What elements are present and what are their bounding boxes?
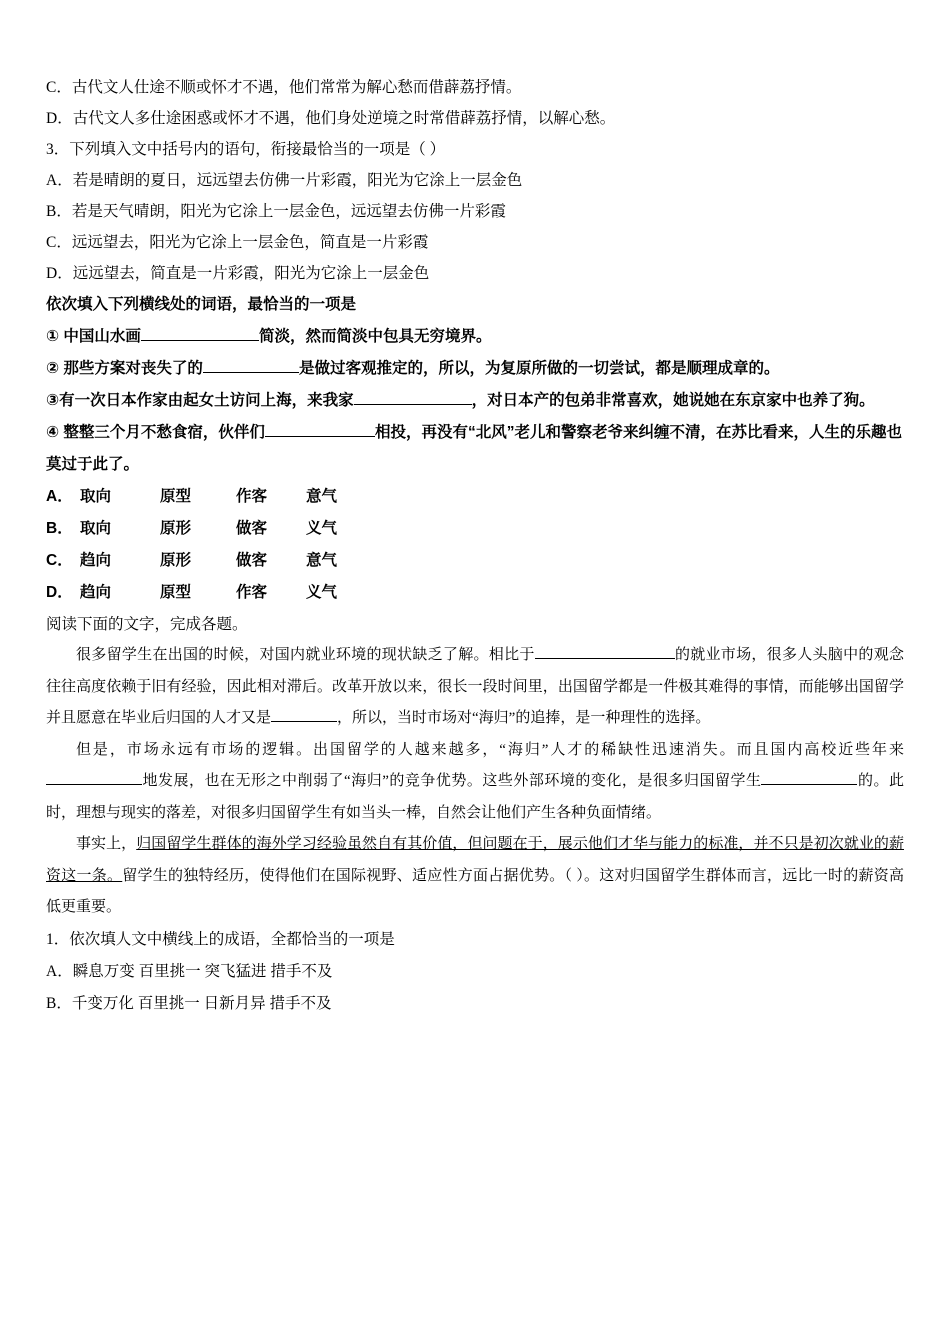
reading-p1-blank-1	[535, 658, 675, 659]
fill-choice-a-col1: 取向	[80, 488, 112, 505]
question1-option-a: A．瞬息万变 百里挑一 突飞猛进 措手不及	[46, 962, 333, 980]
fill-choice-c-col4: 意气	[306, 552, 338, 569]
fill-item-4-blank	[265, 436, 375, 437]
question1-stem: 1．依次填人文中横线上的成语，全都恰当的一项是	[46, 930, 395, 948]
fill-choice-a-label: A．	[46, 488, 73, 505]
question2-option-c: C．古代文人仕途不顺或怀才不遇，他们常常为解心愁而借薜荔抒情。	[46, 79, 522, 96]
reading-p3-part-a: 事实上，	[76, 836, 137, 852]
fill-choice-a-col2: 原型	[160, 488, 192, 505]
fill-section-title: 依次填入下列横线处的词语，最恰当的一项是	[46, 296, 357, 313]
reading-paragraph-1	[46, 640, 904, 735]
fill-item-3	[46, 385, 904, 417]
fill-item-2	[46, 353, 904, 385]
fill-choice-a-col3: 作客	[236, 488, 268, 505]
fill-item-4-suffix: 相投，再没有“北风”老儿和警察老爷来纠缠不清，在苏比看来，人生的乐趣也莫过于此了。	[46, 424, 902, 473]
question3-option-c: C．远远望去，阳光为它涂上一层金色，简直是一片彩霞	[46, 234, 429, 251]
fill-choice-d-col1: 趋向	[80, 584, 112, 601]
fill-choice-c-col1: 趋向	[80, 552, 112, 569]
fill-choice-d-col4: 义气	[306, 584, 338, 601]
reading-p2-part-b: 地发展，也在无形之中削弱了“海归”的竞争优势。这些外部环境的变化，是很多归国留学生	[142, 773, 762, 789]
fill-choice-d	[46, 577, 904, 609]
fill-choice-c	[46, 545, 904, 577]
reading-p2-blank-2	[761, 784, 857, 785]
fill-choice-d-col2: 原型	[160, 584, 192, 601]
fill-choice-d-label: D．	[46, 584, 73, 601]
fill-choice-b-col1: 取向	[80, 520, 112, 537]
reading-paragraph-2	[46, 735, 904, 830]
fill-item-1-suffix: 简淡，然而简淡中包具无穷境界。	[258, 328, 492, 345]
reading-p3-underlined: 归国留学生群体的海外学习经验虽然自有其价值，但问题在于，展示他们才华与能力的标准，并不只是初次就业的薪资这一条。	[46, 836, 904, 884]
fill-item-3-suffix: ，对日本产的包弟非常喜欢，她说她在东京家中也养了狗。	[471, 392, 875, 409]
reading-p3-part-b: 留学生的独特经历，使得他们在国际视野、适应性方面占据优势。（ ）。这对归国留学生群体而言，远比一时的薪资高低更重要。	[46, 867, 904, 915]
fill-item-2-prefix: ② 那些方案对丧失了的	[46, 360, 203, 377]
question3-option-d: D．远远望去，简直是一片彩霞，阳光为它涂上一层金色	[46, 265, 430, 282]
reading-p2-blank-1	[46, 784, 142, 785]
fill-item-3-blank	[354, 404, 472, 405]
reading-p2-part-c: 的。此时，理想与现实的落差，对很多归国留学生有如当头一棒，自然会让他们产生各种负面情绪。	[46, 773, 904, 821]
fill-choice-b-label: B．	[46, 520, 73, 537]
fill-choice-a	[46, 481, 904, 513]
question3-option-a: A．若是晴朗的夏日，远远望去仿佛一片彩霞，阳光为它涂上一层金色	[46, 172, 523, 189]
fill-choice-b	[46, 513, 904, 545]
reading-paragraph-3	[46, 829, 904, 924]
fill-choice-c-label: C．	[46, 552, 73, 569]
fill-choice-d-col3: 作客	[236, 584, 268, 601]
reading-p1-part-a: 很多留学生在出国的时候，对国内就业环境的现状缺乏了解。相比于	[76, 647, 535, 663]
fill-item-4-prefix: ④ 整整三个月不愁食宿，伙伴们	[46, 424, 265, 441]
fill-item-2-suffix: 是做过客观推定的，所以，为复原所做的一切尝试，都是顺理成章的。	[298, 360, 780, 377]
question3-stem: 3．下列填入文中括号内的语句，衔接最恰当的一项是（ ）	[46, 141, 446, 158]
fill-choice-c-col2: 原形	[160, 552, 192, 569]
fill-item-1-blank	[141, 340, 259, 341]
question2-option-d: D．古代文人多仕途困惑或怀才不遇，他们身处逆境之时常借薜荔抒情，以解心愁。	[46, 110, 616, 127]
fill-choice-b-col2: 原形	[160, 520, 192, 537]
fill-choice-c-col3: 做客	[236, 552, 268, 569]
reading-p2-part-a: 但是，市场永远有市场的逻辑。出国留学的人越来越多，“海归”人才的稀缺性迅速消失。而且国内高校近些年来	[76, 741, 904, 758]
reading-p1-blank-2	[271, 721, 337, 722]
reading-p1-part-c: ，所以，当时市场对“海归”的追捧，是一种理性的选择。	[337, 710, 711, 726]
question1-option-b: B．千变万化 百里挑一 日新月异 措手不及	[46, 994, 332, 1012]
fill-item-1-prefix: ① 中国山水画	[46, 328, 141, 345]
fill-item-1	[46, 321, 904, 353]
fill-item-3-prefix: ③有一次日本作家由起女土访问上海，来我家	[46, 392, 354, 409]
fill-choice-b-col3: 做客	[236, 520, 268, 537]
fill-item-4	[46, 417, 904, 481]
question3-option-b: B．若是天气晴朗，阳光为它涂上一层金色，远远望去仿佛一片彩霞	[46, 203, 506, 220]
fill-choice-b-col4: 义气	[306, 520, 338, 537]
reading-p1-part-b: 的就业市场，很多人头脑中的观念往往高度依赖于旧有经验，因此相对滞后。改革开放以来，很长一段时间里，出国留学都是一件极其难得的事情，而能够出国留学并且愿意在毕业后归国的人才又是	[46, 647, 904, 726]
fill-choice-a-col4: 意气	[306, 488, 338, 505]
reading-instruction: 阅读下面的文字，完成各题。	[46, 616, 248, 633]
fill-item-2-blank	[203, 372, 299, 373]
